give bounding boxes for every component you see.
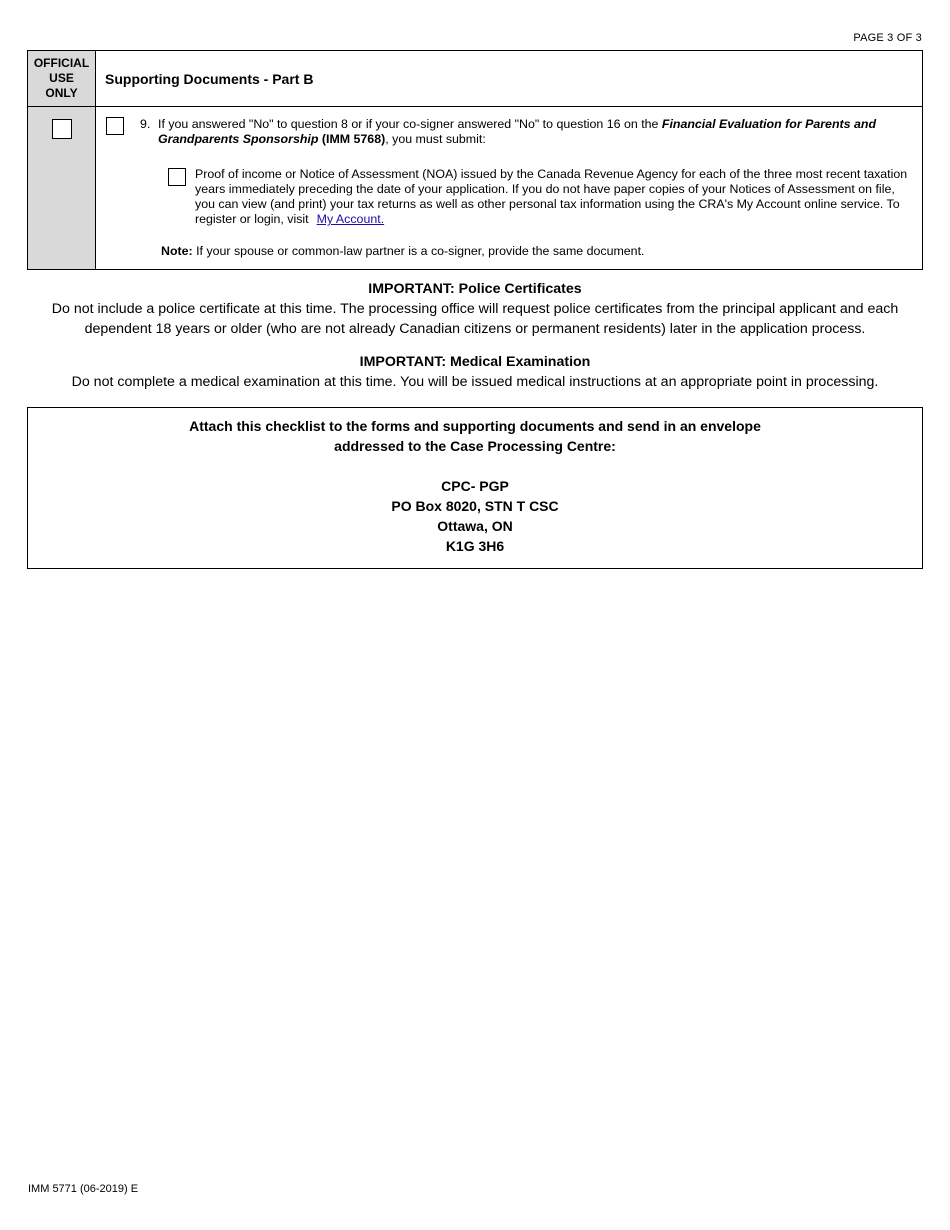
proof-of-income-description: Proof of income or Notice of Assessment (NOA) issued by the Canada Revenue Agency for each of the three most recent taxation years immediately preceding the date of your application. If you do not have paper copies of your Notices of Assessment on file, you can view (and print) your tax returns as well as other personal tax information using the CRA's My Account online service. To register or login, visit [195,167,908,226]
official-use-cell [28,107,96,270]
question-text [158,117,892,147]
supporting-documents-table [27,50,923,270]
question-text-after: , you must submit: [385,132,486,146]
police-certificates-title: IMPORTANT: Police Certificates [368,281,582,297]
section-title: Supporting Documents - Part B [96,51,923,107]
mailing-instruction-line: addressed to the Case Processing Centre: [334,438,616,454]
question-9-cell [96,107,923,270]
note-text: If your spouse or common-law partner is a co-signer, provide the same document. [192,244,645,258]
mailing-instruction-line: Attach this checklist to the forms and supporting documents and send in an envelope [189,418,761,434]
police-certificates-section [0,279,950,339]
medical-examination-text: Do not complete a medical examination at this time. You will be issued medical instructions at an appropriate point in processing. [71,374,879,390]
address-line: PO Box 8020, STN T CSC [391,498,559,514]
question-text-before: If you answered "No" to question 8 or if your co-signer answered "No" to question 16 on the [158,117,662,131]
form-name: Financial Evaluation for Parents and Grandparents Sponsorship [158,117,877,146]
note-label: Note: [161,244,193,258]
police-certificates-line: Do not include a police certificate at this time. The processing office will request police certificates from the principal applicant and each [51,301,899,317]
question-9-checkbox[interactable] [106,117,124,135]
form-code-footer: IMM 5771 (06-2019) E [28,1183,139,1195]
note [161,244,644,259]
official-use-label-line: OFFICIAL [33,56,90,70]
proof-of-income-text [195,167,912,227]
page-number: PAGE 3 OF 3 [853,32,922,44]
address-line: Ottawa, ON [437,518,513,534]
mailing-instructions-box [27,407,923,569]
address-line: CPC- PGP [441,478,509,494]
question-number: 9. [140,117,151,131]
official-use-header [28,51,96,107]
medical-examination-section [0,352,950,392]
official-use-checkbox[interactable] [52,119,72,139]
address-line: K1G 3H6 [445,538,505,554]
police-certificates-line: dependent 18 years or older (who are not already Canadian citizens or permanent residents) later in the application process. [84,321,866,337]
official-use-label-line: USE [49,71,74,85]
official-use-label-line: ONLY [45,86,78,100]
form-code: (IMM 5768) [321,132,386,146]
proof-of-income-checkbox[interactable] [168,168,186,186]
medical-examination-title: IMPORTANT: Medical Examination [359,354,591,370]
my-account-link[interactable]: My Account. [316,212,385,226]
